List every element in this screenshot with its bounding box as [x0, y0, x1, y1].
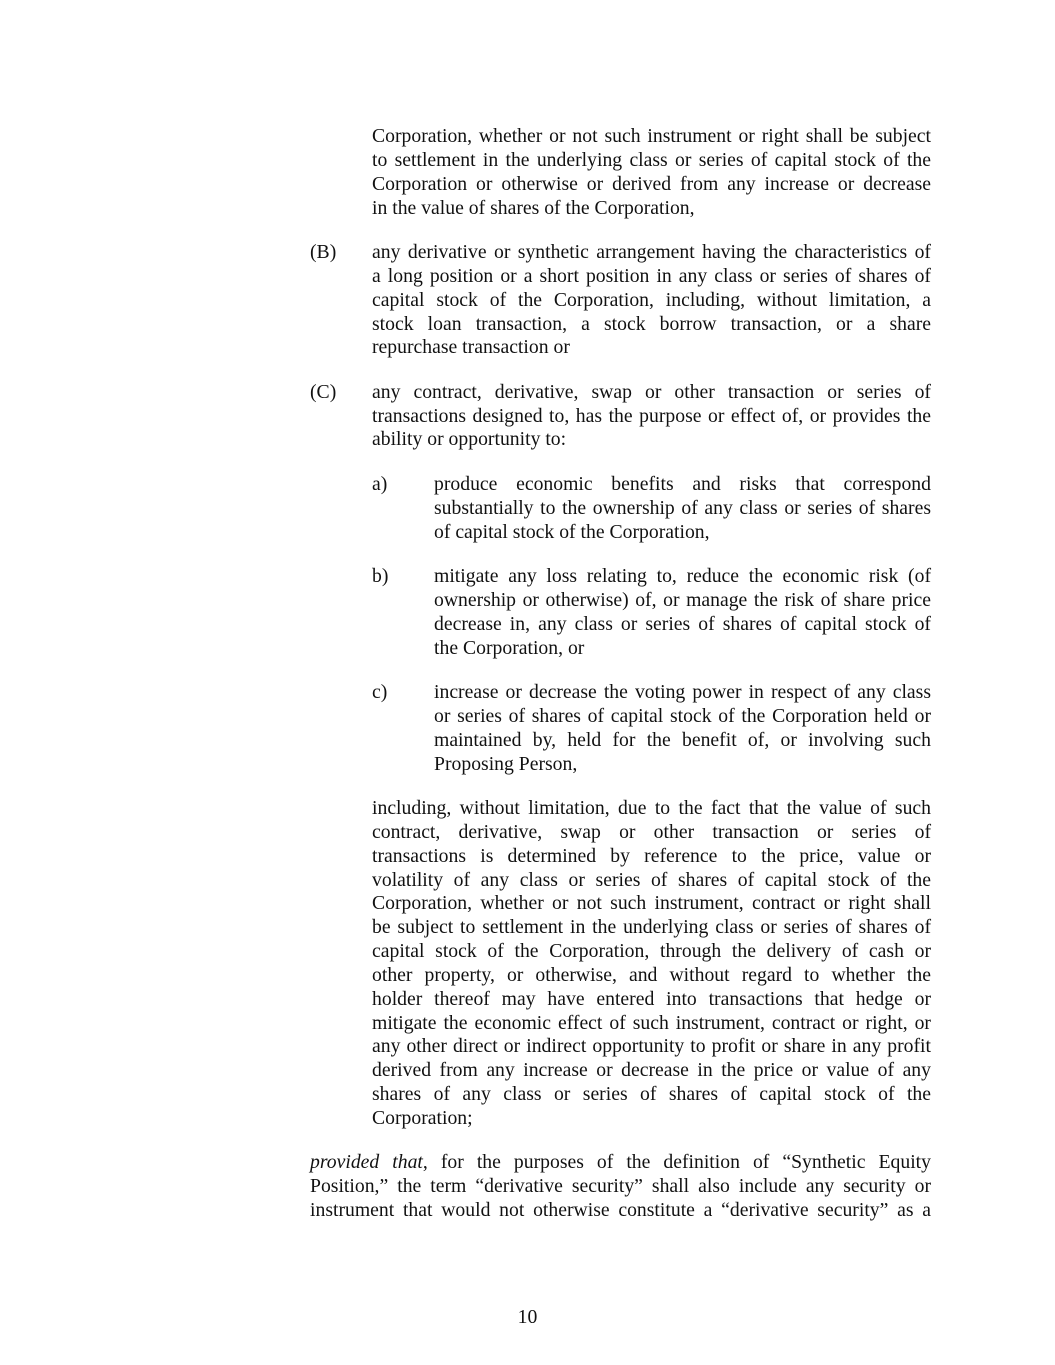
- text-line: including, without limitation, due to the fact that the value of such: [372, 796, 931, 819]
- text-line: Corporation or otherwise or derived from any increase or decrease: [372, 172, 931, 195]
- text-line: holder thereof may have entered into transactions that hedge or: [372, 987, 931, 1010]
- text-line: mitigate any loss relating to, reduce the economic risk (of: [434, 565, 931, 588]
- clause-c: [0, 381, 1055, 453]
- continuation-paragraph: [0, 125, 1055, 220]
- clause-label: (C): [310, 380, 337, 403]
- text-line: ownership or otherwise) of, or manage the risk of share price: [434, 588, 931, 611]
- text-line: decrease in, any class or series of shares of capital stock of: [434, 612, 931, 635]
- text-line: of capital stock of the Corporation,: [434, 520, 710, 543]
- text-line: capital stock of the Corporation, through the delivery of cash or: [372, 940, 931, 963]
- text-line: any contract, derivative, swap or other transaction or series of: [372, 380, 931, 403]
- text-line: or series of shares of capital stock of the Corporation held or: [434, 704, 931, 727]
- text-line: repurchase transaction or: [372, 336, 570, 359]
- text-line: any other direct or indirect opportunity to profit or share in any profit: [372, 1035, 931, 1058]
- text-line: transactions designed to, has the purpose or effect of, or provides the: [372, 404, 931, 427]
- text-line: shares of any class or series of shares of capital stock of the: [372, 1083, 931, 1106]
- text-line: ability or opportunity to:: [372, 428, 567, 451]
- text-line: Position,” the term “derivative security” shall also include any security or: [310, 1175, 931, 1198]
- subclause-b: [0, 565, 1055, 660]
- text-line: Corporation, whether or not such instrument, contract or right shall: [372, 892, 931, 915]
- text-line: stock loan transaction, a stock borrow transaction, or a share: [372, 312, 931, 335]
- text-line: [310, 1151, 931, 1175]
- text-line: be subject to settlement in the underlying class or series of shares of: [372, 916, 931, 939]
- including-paragraph: [0, 797, 1055, 1131]
- text-line: in the value of shares of the Corporation,: [372, 196, 695, 219]
- text-line: contract, derivative, swap or other transaction or series of: [372, 820, 931, 843]
- subclause-c: [0, 681, 1055, 776]
- text-line: Corporation, whether or not such instrument or right shall be subject: [372, 125, 931, 147]
- text-segment: , for the purposes of the definition of “Synthetic Equity: [422, 1151, 931, 1174]
- document-body: [0, 125, 1055, 1244]
- text-line: maintained by, held for the benefit of, or involving such: [434, 728, 931, 751]
- text-line: instrument that would not otherwise constitute a “derivative security” as a: [310, 1199, 931, 1222]
- clause-b: [0, 241, 1055, 360]
- text-line: increase or decrease the voting power in respect of any class: [434, 681, 931, 703]
- text-line: volatility of any class or series of shares of capital stock of the: [372, 868, 931, 891]
- text-line: capital stock of the Corporation, including, without limitation, a: [372, 288, 931, 311]
- text-line: other property, or otherwise, and without regard to whether the: [372, 963, 931, 986]
- text-line: the Corporation, or: [434, 636, 585, 659]
- provided-that-paragraph: [0, 1151, 1055, 1223]
- text-line: produce economic benefits and risks that correspond: [434, 472, 931, 495]
- text-line: Corporation;: [372, 1106, 473, 1129]
- clause-label: (B): [310, 240, 337, 263]
- subclause-a: [0, 473, 1055, 545]
- subclause-label: b): [372, 565, 389, 588]
- italic-lead: provided that: [310, 1151, 423, 1174]
- text-line: a long position or a short position in any class or series of shares of: [372, 264, 931, 287]
- subclause-label: c): [372, 681, 388, 703]
- text-line: to settlement in the underlying class or series of capital stock of the: [372, 148, 931, 171]
- text-line: substantially to the ownership of any class or series of shares: [434, 496, 931, 519]
- text-line: Proposing Person,: [434, 752, 578, 775]
- text-line: mitigate the economic effect of such instrument, contract or right, or: [372, 1011, 931, 1034]
- page-number: 10: [517, 1306, 538, 1328]
- text-line: derived from any increase or decrease in the price or value of any: [372, 1059, 931, 1082]
- text-line: any derivative or synthetic arrangement having the characteristics of: [372, 240, 931, 263]
- subclause-label: a): [372, 472, 388, 495]
- text-line: transactions is determined by reference to the price, value or: [372, 844, 931, 867]
